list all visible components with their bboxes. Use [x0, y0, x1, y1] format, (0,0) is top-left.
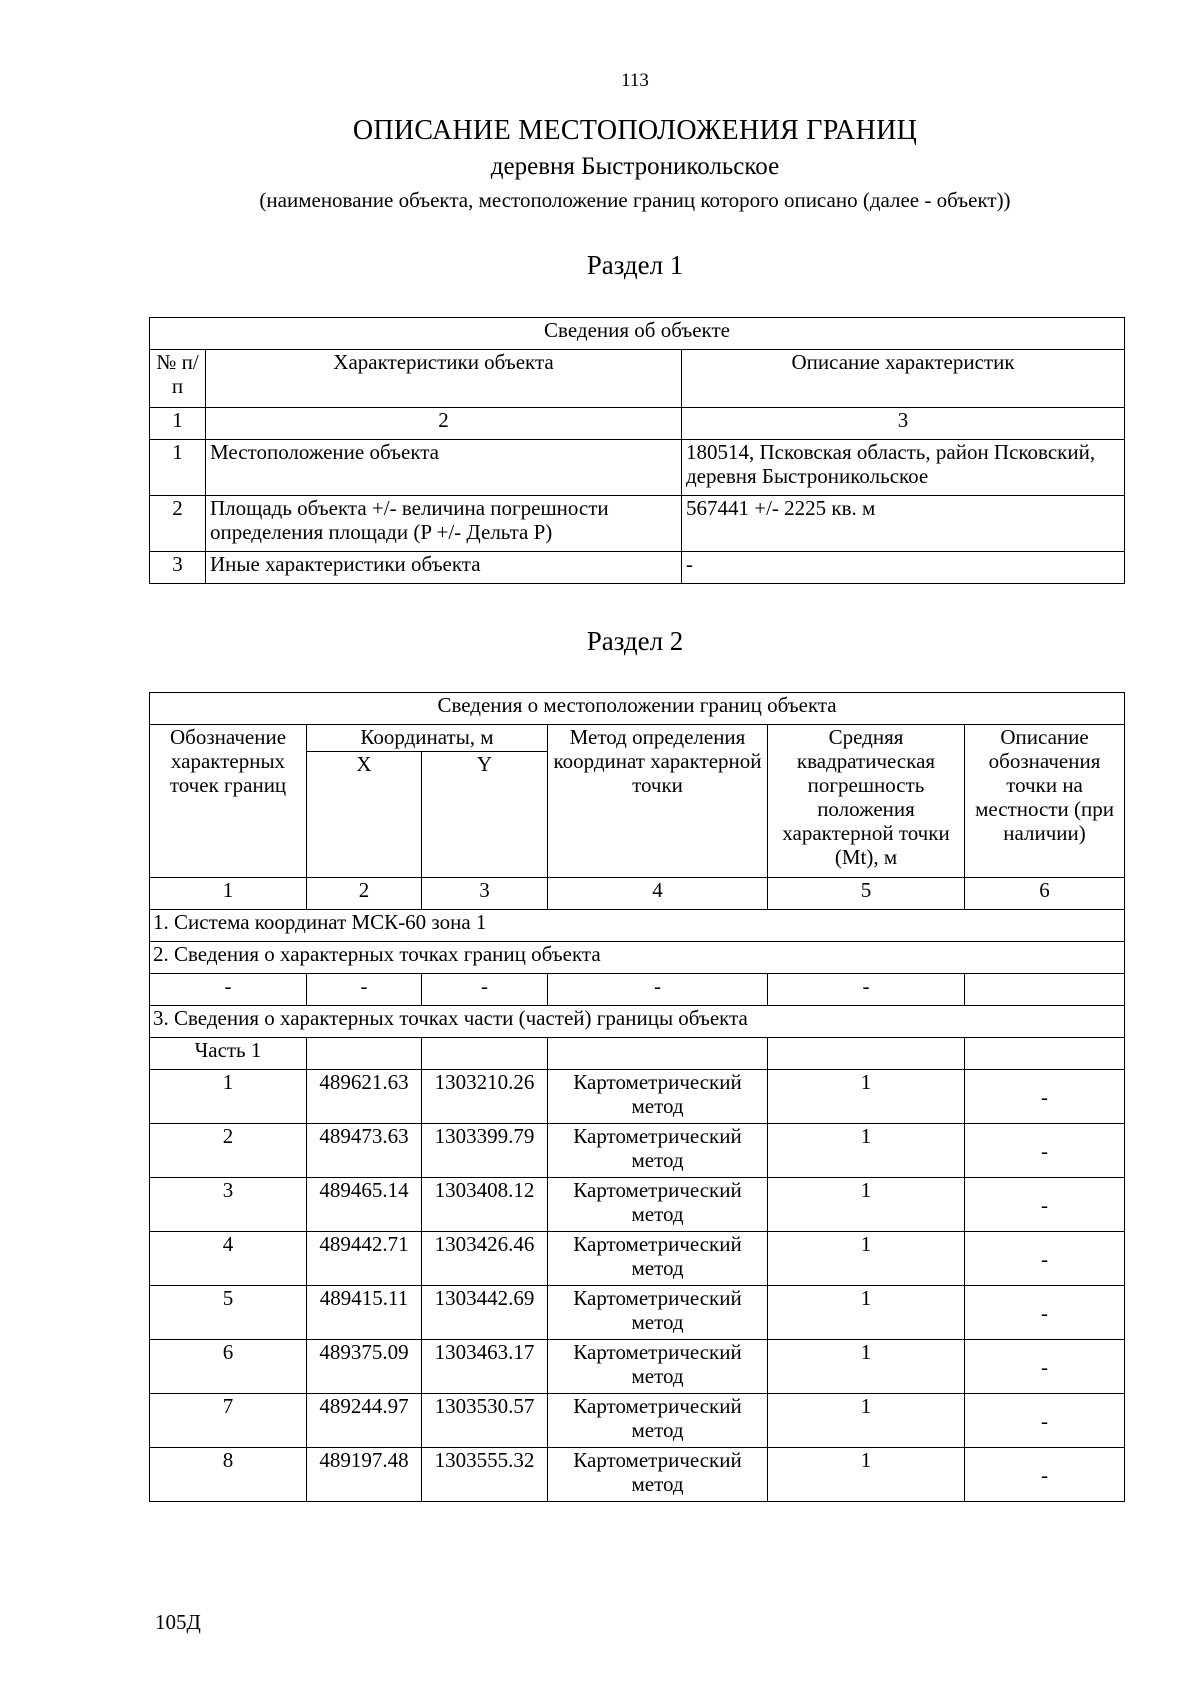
index-cell: 1	[150, 878, 307, 910]
coord-x: 489465.14	[307, 1178, 422, 1232]
point-number: 5	[150, 1286, 307, 1340]
coord-y: 1303555.32	[422, 1448, 548, 1502]
table-row	[150, 1286, 1125, 1340]
table-row	[150, 1340, 1125, 1394]
method: Картометрический метод	[548, 1448, 768, 1502]
point-number: 3	[150, 1178, 307, 1232]
table-row	[150, 1124, 1125, 1178]
mean-error: 1	[768, 1070, 965, 1124]
mean-error: 1	[768, 1178, 965, 1232]
object-name: деревня Быстроникольское	[490, 153, 780, 180]
point-description: -	[965, 1340, 1125, 1394]
mean-error: 1	[768, 1124, 965, 1178]
coord-x: 489442.71	[307, 1232, 422, 1286]
method: Картометрический метод	[548, 1286, 768, 1340]
row-characteristic: Площадь объекта +/- величина погрешности определения площади (P +/- Дельта P)	[206, 496, 682, 552]
header-characteristics: Характеристики объекта	[206, 350, 682, 408]
method: Картометрический метод	[548, 1070, 768, 1124]
point-description: -	[965, 1178, 1125, 1232]
header-x: X	[307, 752, 422, 878]
document-title: ОПИСАНИЕ МЕСТОПОЛОЖЕНИЯ ГРАНИЦ	[352, 115, 918, 146]
row-num: 3	[150, 552, 206, 584]
row-num: 1	[150, 440, 206, 496]
coord-x: 489375.09	[307, 1340, 422, 1394]
part-points-row: 3. Сведения о характерных точках части (частей) границы объекта	[150, 1006, 1125, 1038]
index-cell: 5	[768, 878, 965, 910]
point-number: 1	[150, 1070, 307, 1124]
coord-x: 489621.63	[307, 1070, 422, 1124]
coord-y: 1303408.12	[422, 1178, 548, 1232]
page-number: 113	[621, 70, 649, 91]
method: Картометрический метод	[548, 1232, 768, 1286]
method: Картометрический метод	[548, 1394, 768, 1448]
object-info-title: Сведения об объекте	[150, 318, 1125, 350]
section-1-heading: Раздел 1	[586, 250, 684, 280]
boundary-table-title: Сведения о местоположении границ объекта	[150, 693, 1125, 725]
empty-cell: -	[768, 974, 965, 1006]
empty-cell: -	[307, 974, 422, 1006]
coord-x: 489415.11	[307, 1286, 422, 1340]
empty-cell: -	[150, 974, 307, 1006]
boundary-points-row: 2. Сведения о характерных точках границ объекта	[150, 942, 1125, 974]
empty-cell	[965, 974, 1125, 1006]
index-cell: 3	[682, 408, 1125, 440]
coord-y: 1303442.69	[422, 1286, 548, 1340]
table-row	[150, 1070, 1125, 1124]
index-cell: 2	[307, 878, 422, 910]
method: Картометрический метод	[548, 1340, 768, 1394]
point-number: 6	[150, 1340, 307, 1394]
mean-error: 1	[768, 1448, 965, 1502]
header-description: Описание характеристик	[682, 350, 1125, 408]
mean-error: 1	[768, 1232, 965, 1286]
header-error: Средняя квадратическая погрешность положения характерной точки (Mt), м	[768, 725, 965, 878]
object-info-table	[149, 317, 1125, 584]
section-2-heading: Раздел 2	[586, 626, 684, 656]
point-number: 7	[150, 1394, 307, 1448]
point-description: -	[965, 1070, 1125, 1124]
table-row	[150, 1232, 1125, 1286]
coord-y: 1303399.79	[422, 1124, 548, 1178]
point-description: -	[965, 1394, 1125, 1448]
row-description: 180514, Псковская область, район Псковский, деревня Быстроникольское	[682, 440, 1125, 496]
index-cell: 3	[422, 878, 548, 910]
row-characteristic: Иные характеристики объекта	[206, 552, 682, 584]
index-cell: 1	[150, 408, 206, 440]
header-coordinates: Координаты, м	[307, 725, 548, 752]
coord-y: 1303463.17	[422, 1340, 548, 1394]
row-characteristic: Местоположение объекта	[206, 440, 682, 496]
coord-y: 1303210.26	[422, 1070, 548, 1124]
mean-error: 1	[768, 1394, 965, 1448]
header-num: № п/п	[150, 350, 206, 408]
footer-code: 105Д	[155, 1610, 201, 1634]
point-number: 2	[150, 1124, 307, 1178]
coordinate-system-row: 1. Система координат МСК-60 зона 1	[150, 910, 1125, 942]
method: Картометрический метод	[548, 1178, 768, 1232]
empty-cell: -	[422, 974, 548, 1006]
point-description: -	[965, 1286, 1125, 1340]
coord-y: 1303426.46	[422, 1232, 548, 1286]
header-point: Обозначение характерных точек границ	[150, 725, 307, 878]
row-description: -	[682, 552, 1125, 584]
table-row	[150, 496, 1125, 552]
point-number: 8	[150, 1448, 307, 1502]
row-num: 2	[150, 496, 206, 552]
empty-cell: -	[548, 974, 768, 1006]
header-method: Метод определения координат характерной точки	[548, 725, 768, 878]
table-row	[150, 1448, 1125, 1502]
object-name-caption: (наименование объекта, местоположение границ которого описано (далее - объект))	[259, 188, 1011, 212]
header-y: Y	[422, 752, 548, 878]
boundary-location-table	[149, 692, 1125, 1502]
mean-error: 1	[768, 1340, 965, 1394]
coord-x: 489473.63	[307, 1124, 422, 1178]
table-row	[150, 1394, 1125, 1448]
row-description: 567441 +/- 2225 кв. м	[682, 496, 1125, 552]
index-cell: 4	[548, 878, 768, 910]
header-point-description: Описание обозначения точки на местности (при наличии)	[965, 725, 1125, 878]
point-description: -	[965, 1124, 1125, 1178]
table-row	[150, 974, 1125, 1006]
point-description: -	[965, 1232, 1125, 1286]
method: Картометрический метод	[548, 1124, 768, 1178]
mean-error: 1	[768, 1286, 965, 1340]
index-cell: 6	[965, 878, 1125, 910]
coord-y: 1303530.57	[422, 1394, 548, 1448]
table-row	[150, 440, 1125, 496]
point-description: -	[965, 1448, 1125, 1502]
index-cell: 2	[206, 408, 682, 440]
coord-x: 489244.97	[307, 1394, 422, 1448]
part-label: Часть 1	[150, 1038, 307, 1070]
table-row	[150, 552, 1125, 584]
table-row	[150, 1178, 1125, 1232]
point-number: 4	[150, 1232, 307, 1286]
coord-x: 489197.48	[307, 1448, 422, 1502]
